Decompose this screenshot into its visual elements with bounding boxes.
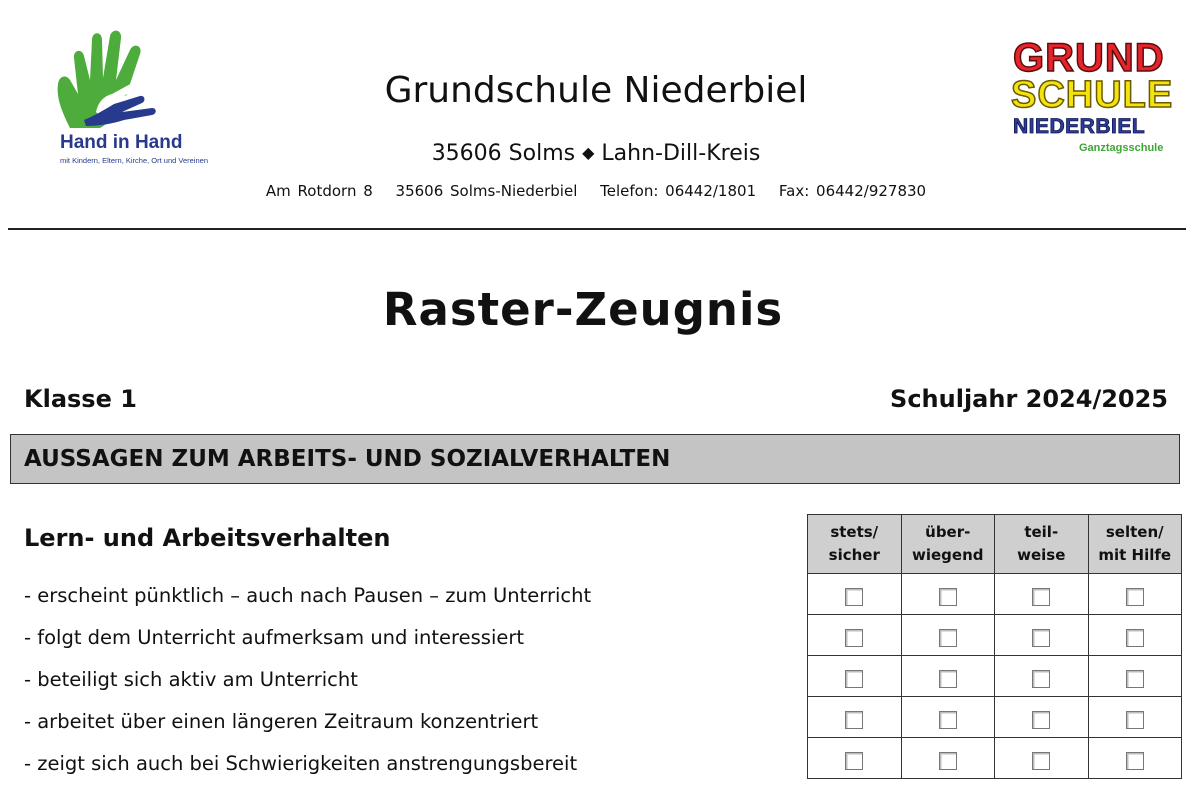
contact-phone: Telefon: 06442/1801 bbox=[600, 182, 757, 200]
school-town-line bbox=[0, 141, 1192, 166]
table-row bbox=[808, 656, 1182, 697]
section-header bbox=[10, 434, 1180, 484]
checkbox-ueberwiegend[interactable] bbox=[939, 670, 957, 688]
checkbox-teilweise[interactable] bbox=[1032, 752, 1050, 770]
class-label: Klasse 1 bbox=[24, 385, 137, 413]
checkbox-stets[interactable] bbox=[845, 711, 863, 729]
table-row bbox=[808, 697, 1182, 738]
checkbox-ueberwiegend[interactable] bbox=[939, 588, 957, 606]
logo-subtitle: mit Kindern, Eltern, Kirche, Ort und Vereinen bbox=[60, 156, 208, 165]
section-title: AUSSAGEN ZUM ARBEITS- UND SOZIALVERHALTEN bbox=[24, 446, 671, 472]
town-right: Lahn-Dill-Kreis bbox=[601, 141, 761, 166]
subsection-title: Lern- und Arbeitsverhalten bbox=[24, 524, 391, 552]
school-year: Schuljahr 2024/2025 bbox=[890, 385, 1168, 413]
checkbox-ueberwiegend[interactable] bbox=[939, 711, 957, 729]
school-name: Grundschule Niederbiel bbox=[384, 70, 808, 111]
logo-title: Hand in Hand bbox=[60, 132, 183, 153]
list-item: - arbeitet über einen längeren Zeitraum konzentriert bbox=[24, 710, 539, 733]
checkbox-stets[interactable] bbox=[845, 588, 863, 606]
grid-header-row bbox=[808, 515, 1182, 574]
list-item: - beteiligt sich aktiv am Unterricht bbox=[24, 668, 358, 691]
school-contact-line bbox=[0, 182, 1192, 200]
column-header-teilweise: teil- weise bbox=[995, 515, 1089, 574]
checkbox-selten[interactable] bbox=[1126, 752, 1144, 770]
column-header-stets: stets/ sicher bbox=[808, 515, 902, 574]
town-left: 35606 Solms bbox=[431, 141, 576, 166]
table-row bbox=[808, 615, 1182, 656]
logo-word-grund: GRUND bbox=[1013, 36, 1165, 80]
document-title: Raster-Zeugnis bbox=[382, 283, 784, 336]
list-item: - folgt dem Unterricht aufmerksam und interessiert bbox=[24, 626, 525, 649]
list-item: - zeigt sich auch bei Schwierigkeiten anstrengungsbereit bbox=[24, 752, 578, 775]
header-divider bbox=[8, 228, 1186, 230]
column-header-selten: selten/ mit Hilfe bbox=[1088, 515, 1182, 574]
checkbox-ueberwiegend[interactable] bbox=[939, 752, 957, 770]
assessment-grid bbox=[807, 514, 1182, 779]
checkbox-selten[interactable] bbox=[1126, 588, 1144, 606]
diamond-separator-icon: ◆ bbox=[582, 143, 595, 162]
logo-word-schule: SCHULE bbox=[1011, 74, 1174, 116]
checkbox-stets[interactable] bbox=[845, 629, 863, 647]
table-row bbox=[808, 738, 1182, 779]
contact-fax: Fax: 06442/927830 bbox=[778, 182, 927, 200]
contact-city: 35606 Solms-Niederbiel bbox=[395, 182, 578, 200]
checkbox-selten[interactable] bbox=[1126, 670, 1144, 688]
checkbox-stets[interactable] bbox=[845, 752, 863, 770]
logo-word-niederbiel: NIEDERBIEL bbox=[1013, 115, 1146, 138]
logo-tagline: Ganztagsschule bbox=[1079, 142, 1164, 154]
checkbox-teilweise[interactable] bbox=[1032, 670, 1050, 688]
checkbox-teilweise[interactable] bbox=[1032, 629, 1050, 647]
checkbox-teilweise[interactable] bbox=[1032, 588, 1050, 606]
checkbox-stets[interactable] bbox=[845, 670, 863, 688]
list-item: - erscheint pünktlich – auch nach Pausen – zum Unterricht bbox=[24, 584, 592, 607]
checkbox-teilweise[interactable] bbox=[1032, 711, 1050, 729]
checkbox-selten[interactable] bbox=[1126, 629, 1144, 647]
table-row bbox=[808, 574, 1182, 615]
checkbox-ueberwiegend[interactable] bbox=[939, 629, 957, 647]
column-header-ueberwiegend: über- wiegend bbox=[901, 515, 995, 574]
checkbox-selten[interactable] bbox=[1126, 711, 1144, 729]
contact-street: Am Rotdorn 8 bbox=[265, 182, 373, 200]
